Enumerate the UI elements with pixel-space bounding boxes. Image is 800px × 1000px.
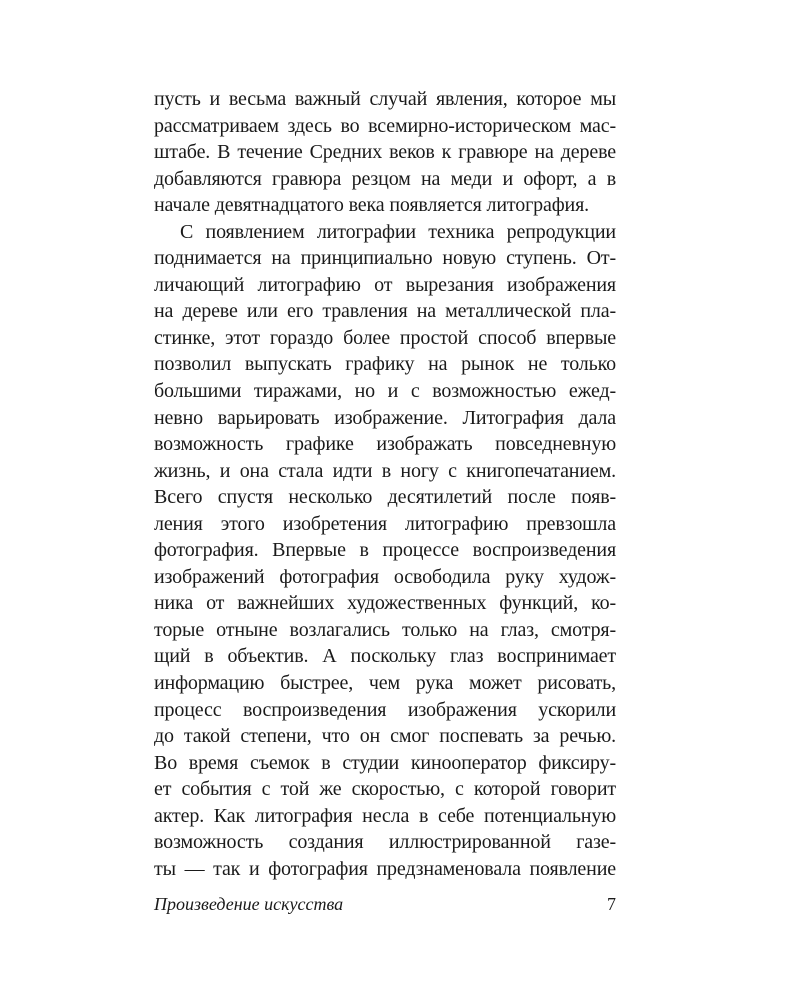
text-line: до такой степени, что он смог поспевать за речью. — [154, 725, 616, 748]
text-line: щий в объектив. А поскольку глаз воспринимает — [154, 645, 616, 668]
text-line: невно варьировать изображение. Литография дала — [154, 406, 616, 429]
text-line: процесс воспроизведения изображения ускорили — [154, 698, 616, 721]
body-text — [154, 86, 616, 882]
text-line: изображений фотография освободила руку худож- — [154, 565, 616, 588]
text-line: добавляются гравюра резцом на меди и офорт, а в — [154, 167, 616, 190]
text-line: фотография. Впервые в процессе воспроизведения — [154, 539, 616, 562]
text-line: ления этого изобретения литографию превзошла — [154, 512, 616, 535]
text-line: Во время съемок в студии кинооператор фиксиру- — [154, 751, 616, 774]
text-line: ты — так и фотография предзнаменовала появление — [154, 857, 616, 880]
text-line: возможность графике изображать повседневную — [154, 433, 616, 456]
paragraph-1 — [154, 86, 616, 219]
text-line: Всего спустя несколько десятилетий после появ- — [154, 486, 616, 509]
text-line: начале девятнадцатого века появляется литография. — [154, 194, 589, 217]
text-line: большими тиражами, но и с возможностью ежед- — [154, 380, 616, 403]
text-line: позволил выпускать графику на рынок не только — [154, 353, 616, 376]
page-footer — [154, 890, 616, 918]
text-line: жизнь, и она стала идти в ногу с книгопечатанием. — [154, 459, 616, 482]
text-line: информацию быстрее, чем рука может рисовать, — [154, 672, 616, 695]
text-line: на дереве или его травления на металлической пла- — [154, 300, 616, 323]
text-line: возможность создания иллюстрированной газе- — [154, 831, 616, 854]
text-line: С появлением литографии техника репродукции — [180, 220, 616, 243]
text-line: поднимается на принципиально новую ступень. От- — [154, 247, 616, 270]
text-line: личающий литографию от вырезания изображения — [154, 273, 616, 296]
text-line: ет события с той же скоростью, с которой говорит — [154, 778, 616, 801]
text-line: штабе. В течение Средних веков к гравюре на дереве — [154, 141, 616, 164]
page-number: 7 — [607, 894, 616, 914]
text-line: пусть и весьма важный случай явления, которое мы — [154, 88, 616, 110]
text-line: стинке, этот гораздо более простой способ впервые — [154, 326, 616, 349]
text-line: актер. Как литография несла в себе потенциальную — [154, 804, 616, 827]
running-title: Произведение искусства — [154, 894, 344, 914]
text-line: рассматриваем здесь во всемирно-историческом мас- — [154, 114, 616, 137]
text-line: ника от важнейших художественных функций, ко- — [154, 592, 616, 615]
text-line: торые отныне возлагались только на глаз, смотря- — [154, 618, 616, 641]
paragraph-2 — [154, 219, 616, 883]
